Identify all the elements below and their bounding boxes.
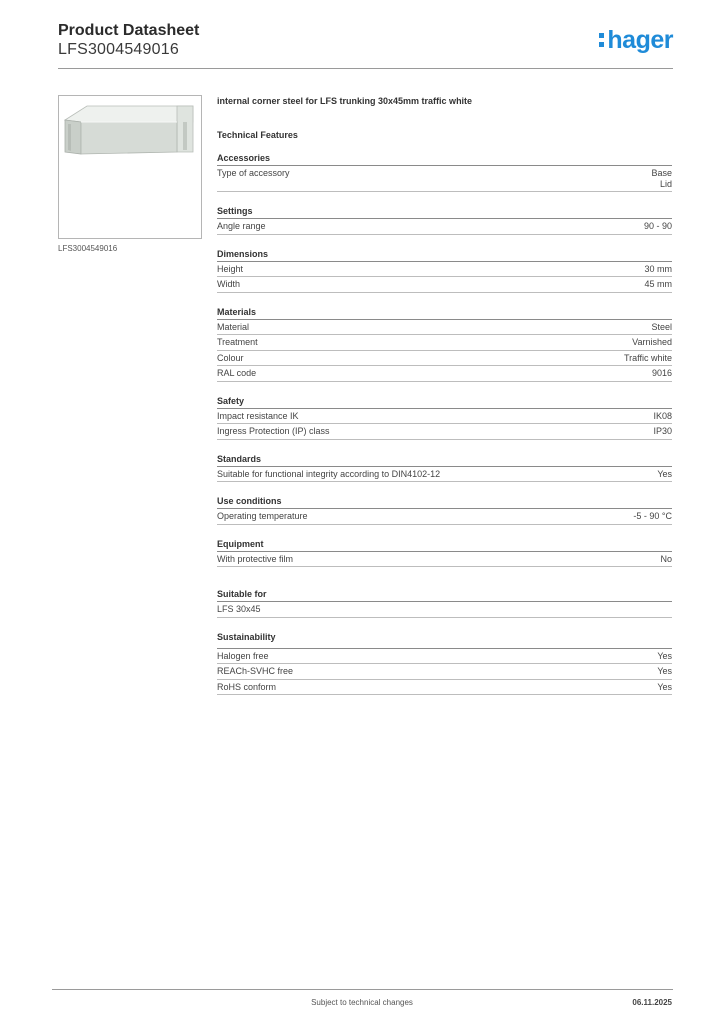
- feature-row: [217, 680, 672, 696]
- logo-text: hager: [607, 26, 673, 54]
- section-title: Accessories: [217, 153, 672, 166]
- feature-value-line: No: [660, 553, 672, 564]
- feature-value-line: Traffic white: [623, 352, 672, 363]
- feature-value-line: IK08: [653, 410, 672, 421]
- feature-row: [217, 351, 672, 367]
- product-image: [58, 95, 202, 239]
- section-title: Use conditions: [217, 496, 672, 509]
- footer-date: 06.11.2025: [632, 998, 672, 1007]
- feature-label: With protective film: [217, 553, 294, 564]
- feature-row: [217, 602, 672, 618]
- section-title: Suitable for: [217, 589, 672, 602]
- feature-label: Halogen free: [217, 650, 269, 661]
- section-title: Dimensions: [217, 249, 672, 262]
- feature-value-line: Yes: [657, 666, 672, 676]
- page-header: [58, 22, 673, 68]
- section-standards: [217, 454, 672, 483]
- feature-sections: [217, 153, 672, 567]
- footer-divider: [52, 989, 673, 990]
- feature-value-line: 45 mm: [644, 279, 672, 289]
- page-title: Product Datasheet: [58, 22, 200, 39]
- section-dimensions: [217, 249, 672, 293]
- feature-value-line: Yes: [657, 468, 672, 479]
- feature-value: [633, 511, 672, 522]
- section-safety: [217, 396, 672, 440]
- section-title: Materials: [217, 307, 672, 320]
- feature-row: [217, 552, 672, 568]
- feature-row: [217, 664, 672, 680]
- feature-value: [652, 368, 672, 379]
- section-title: Sustainability: [217, 631, 276, 642]
- feature-value-line: IP30: [653, 426, 672, 436]
- section-title: Settings: [217, 206, 672, 219]
- feature-value-line: -5 - 90 °C: [633, 511, 672, 521]
- feature-value: [632, 337, 672, 348]
- feature-label: Treatment: [217, 337, 258, 347]
- feature-row: [217, 166, 672, 192]
- feature-label: RAL code: [217, 368, 257, 378]
- feature-value: [657, 682, 672, 693]
- feature-value-line: Base: [651, 168, 672, 178]
- feature-label: Material: [217, 321, 250, 332]
- feature-value: [644, 221, 672, 232]
- feature-label: LFS 30x45: [217, 604, 261, 614]
- feature-row: [217, 366, 672, 382]
- feature-row: [217, 335, 672, 351]
- feature-value-line: Yes: [657, 650, 672, 661]
- feature-label: Height: [217, 263, 244, 274]
- datasheet-content: [217, 95, 672, 695]
- feature-value: [653, 426, 672, 437]
- section-equipment: [217, 539, 672, 568]
- feature-row: [217, 649, 672, 665]
- feature-value: [644, 264, 672, 275]
- feature-row: [217, 262, 672, 278]
- feature-value-line: 30 mm: [644, 263, 672, 274]
- feature-row: [217, 467, 672, 483]
- footer-notice: Subject to technical changes: [311, 998, 413, 1007]
- header-divider: [58, 68, 673, 69]
- feature-value: [657, 651, 672, 662]
- section-title: Standards: [217, 454, 672, 467]
- feature-label: Operating temperature: [217, 511, 308, 521]
- section-suitable-for: [217, 589, 672, 618]
- sustainability-rows: [217, 648, 672, 696]
- feature-label: Ingress Protection (IP) class: [217, 426, 330, 436]
- section-accessories: [217, 153, 672, 192]
- feature-label: Impact resistance IK: [217, 410, 299, 421]
- section-title: Equipment: [217, 539, 672, 552]
- feature-value-line: 9016: [651, 368, 672, 378]
- feature-row: [217, 509, 672, 525]
- section-title: Safety: [217, 396, 672, 409]
- feature-value: [653, 411, 672, 422]
- feature-row: [217, 320, 672, 336]
- feature-label: Suitable for functional integrity according to DIN4102-12: [217, 468, 441, 479]
- feature-value: [651, 168, 672, 189]
- feature-value-line: 90 - 90: [643, 221, 672, 231]
- feature-value: [624, 353, 672, 364]
- feature-label: Angle range: [217, 221, 266, 231]
- section-settings: [217, 206, 672, 235]
- feature-label: Colour: [217, 352, 244, 363]
- feature-value: [657, 666, 672, 677]
- feature-label: REACh-SVHC free: [217, 666, 294, 676]
- feature-value: [651, 322, 672, 333]
- product-description: internal corner steel for LFS trunking 30x45mm traffic white: [217, 96, 473, 106]
- feature-value: [644, 279, 672, 290]
- section-sustainability: [217, 632, 672, 696]
- hager-logo: [599, 26, 673, 54]
- feature-value-line: Varnished: [632, 337, 672, 347]
- feature-label: Width: [217, 279, 241, 289]
- feature-value-line: Yes: [657, 681, 672, 692]
- feature-value-line: Steel: [651, 321, 672, 332]
- feature-value-line: Lid: [659, 178, 672, 189]
- feature-row: [217, 277, 672, 293]
- feature-row: [217, 409, 672, 425]
- feature-row: [217, 424, 672, 440]
- feature-value: [657, 469, 672, 480]
- feature-label: Type of accessory: [217, 168, 290, 178]
- section-use-conditions: [217, 496, 672, 525]
- article-number: LFS3004549016: [58, 41, 179, 58]
- section-materials: [217, 307, 672, 382]
- technical-features-title: Technical Features: [217, 130, 298, 140]
- logo-dots-icon: [599, 33, 605, 51]
- feature-row: [217, 219, 672, 235]
- feature-label: RoHS conform: [217, 681, 277, 692]
- feature-value: [660, 554, 672, 565]
- image-caption: LFS3004549016: [58, 244, 118, 253]
- corner-trunking-icon: [59, 96, 201, 238]
